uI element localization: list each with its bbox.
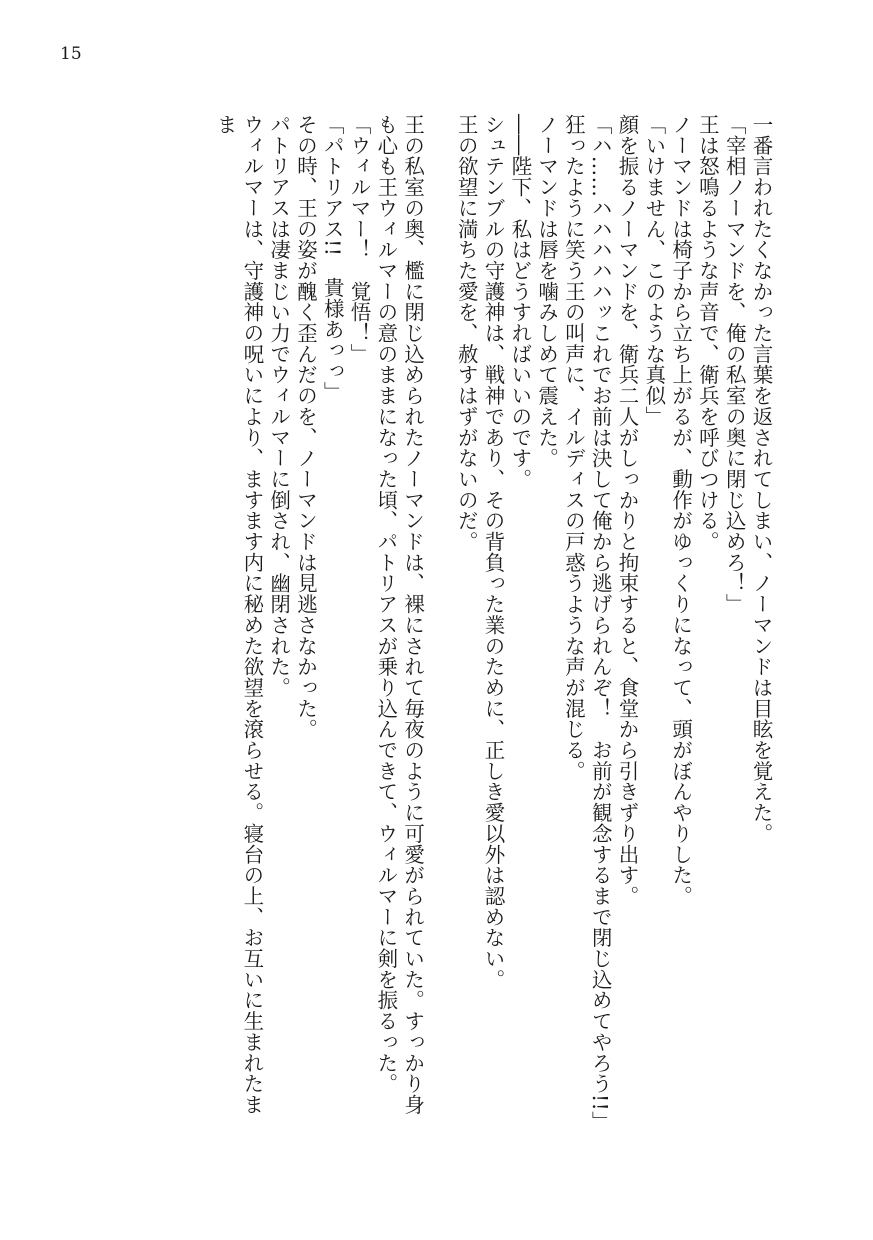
paragraph-2: 「宰相ノーマンドを、俺の私室の奥に閉じ込めろ！」 (722, 114, 747, 615)
paragraph-12: 王の欲望に満ちた愛を、赦すはずがないのだ。 (454, 114, 479, 552)
paragraph-16: その時、王の姿が醜く歪んだのを、ノーマンドは見逃さなかった。 (293, 114, 318, 740)
paragraph-15: 「パトリアス!! 貴様あっっ」 (320, 114, 345, 403)
paragraph-6: 顔を振るノーマンドを、衛兵二人がしっかりと拘束すると、食堂から引きずり出す。 (615, 114, 640, 907)
paragraph-8: 狂ったように笑う王の叫声に、イルディスの戸惑うような声が混じる。 (561, 114, 586, 782)
paragraph-5: 「いけません、このような真似」 (641, 114, 666, 427)
novel-body-text (211, 114, 774, 1134)
paragraph-13: 王の私室の奥、檻に閉じ込められたノーマンドは、裸にされて毎夜のように可愛がられていた。すっかり身も心も王ウィルマーの意のままになった頃、パトリアスが乗り込んできて、ウィルマーに剣を振るった。 (373, 114, 425, 1115)
paragraph-3: 王は怒鳴るような声音で、衛兵を呼びつける。 (695, 114, 720, 552)
paragraph-4: ノーマンドは椅子から立ち上がるが、動作がゆっくりになって、頭がぼんやりした。 (668, 114, 693, 907)
paragraph-1: 一番言われたくなかった言葉を返されてしまい、ノーマンドは目眩を覚えた。 (749, 114, 773, 844)
paragraph-11: シュテンブルの守護神は、戦神であり、その背負った業のために、正しき愛以外は認めない。 (481, 114, 506, 990)
paragraph-17: パトリアスは凄まじい力でウィルマーに倒され、幽閉された。 (266, 114, 291, 698)
paragraph-9: ノーマンドは唇を噛みしめて震えた。 (534, 114, 559, 469)
paragraph-18: ウィルマーは、守護神の呪いにより、ますます内に秘めた欲望を滾らせる。寝台の上、お互いに生まれたまま (213, 114, 264, 1115)
paragraph-7: 「ハ……ハハハハハッこれでお前は決して俺から逃げられんぞ！ お前が観念するまで閉じ込めてやろう!!」 (588, 114, 613, 1132)
paragraph-14: 「ウィルマー！ 覚悟！」 (347, 114, 372, 365)
page-number: 15 (60, 44, 82, 64)
paragraph-10: ――陛下、私はどうすればいいのです。 (507, 114, 532, 490)
